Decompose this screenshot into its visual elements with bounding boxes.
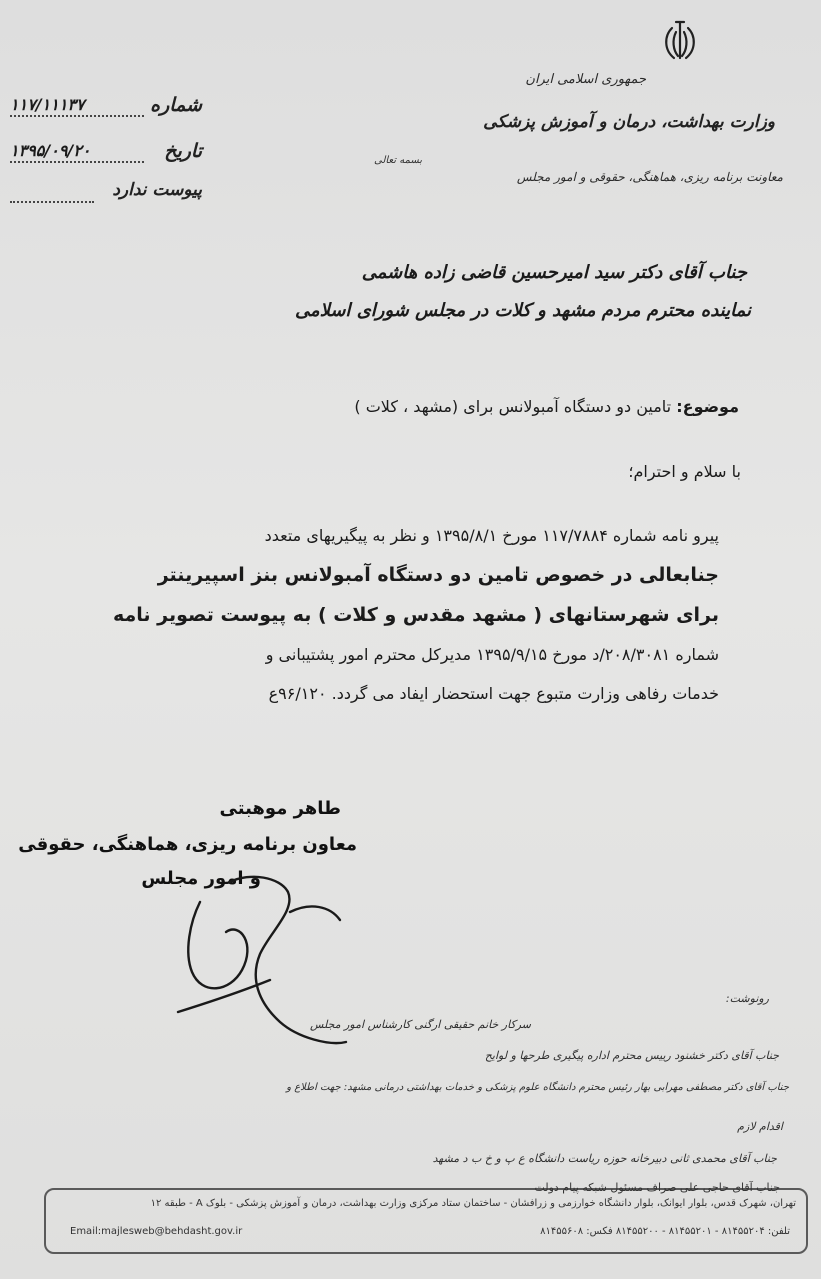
cc-line-6: جناب آقای حاجی علی صراف مسئول شبکه پیام دولت [534, 1181, 780, 1194]
recipient-title: نماینده محترم مردم مشهد و کلات در مجلس شورای اسلامی [294, 300, 751, 321]
cc-line-5: جناب آقای محمدی ثانی دبیرخانه حوزه ریاست دانشگاه ع پ و خ ب د مشهد [432, 1152, 777, 1165]
date-label: تاریخ [164, 140, 202, 162]
signer-title: معاون برنامه ریزی، هماهنگی، حقوقی [18, 834, 357, 855]
date-value: ۱۳۹۵/۰۹/۲۰ [10, 141, 91, 160]
signer-title-2: و امور مجلس [141, 868, 261, 889]
iran-emblem-icon [652, 14, 708, 70]
subject-text: تامین دو دستگاه آمبولانس برای (مشهد ، کلات ) [354, 397, 672, 416]
footer-email: Email:majlesweb@behdasht.gov.ir [70, 1226, 243, 1237]
body-line-5: خدمات رفاهی وزارت متبوع جهت استحضار ایفاد می گردد. ۹۶/۱۲۰ع [268, 684, 719, 703]
letter-number [6, 94, 206, 120]
footer-address: تهران، شهرک قدس، بلوار ایوانک، بلوار دانشگاه خوارزمی و زرافشان - ساختمان ستاد مرکزی وزارت بهداشت، درمان و آموزش پزشکی - بلوک A - طبقه ۱۲ [150, 1198, 796, 1209]
subject-label: موضوع: [676, 397, 739, 416]
subject-line [354, 397, 739, 416]
body-line-2: جنابعالی در خصوص تامین دو دستگاه آمبولانس بنز اسپیرینتر [157, 564, 719, 586]
cc-line-3: جناب آقای دکتر مصطفی مهرابی بهار رئیس محترم دانشگاه علوم پزشکی و خدمات بهداشتی درمانی مشهد: جهت اطلاع و [286, 1082, 789, 1093]
date-dots [10, 161, 144, 163]
recipient-name: جناب آقای دکتر سید امیرحسین قاضی زاده هاشمی [361, 262, 747, 283]
number-dots [10, 115, 144, 117]
ministry-title: وزارت بهداشت، درمان و آموزش پزشکی [483, 112, 775, 132]
cc-line-2: جناب آقای دکتر خشنود رییس محترم اداره پیگیری طرحها و لوایح [484, 1049, 779, 1062]
letter-attachment [6, 180, 206, 206]
bismillah: بسمه تعالی [374, 155, 423, 166]
cc-line-1: سرکار خانم حقیقی ارگنی کارشناس امور مجلس [309, 1018, 531, 1031]
number-value: ۱۱۷/۱۱۱۳۷ [10, 95, 85, 114]
attachment-dots [10, 201, 94, 203]
letter-date [6, 140, 206, 166]
attachment-status: پیوست ندارد [112, 180, 202, 200]
body-line-3: برای شهرستانهای ( مشهد مقدس و کلات ) به پیوست تصویر نامه [112, 604, 719, 626]
signer-name: طاهر موهبتی [219, 798, 341, 819]
body-line-4: شماره ۲۰۸/۳۰۸۱/د مورخ ۱۳۹۵/۹/۱۵ مدیرکل محترم امور پشتیبانی و [265, 645, 719, 664]
department-title: معاونت برنامه ریزی، هماهنگی، حقوقی و امور مجلس [516, 170, 783, 184]
cc-line-4: اقدام لازم [737, 1120, 783, 1133]
cc-label: رونوشت: [725, 992, 769, 1005]
republic-title: جمهوری اسلامی ایران [525, 72, 646, 87]
body-line-1: پیرو نامه شماره ۱۱۷/۷۸۸۴ مورخ ۱۳۹۵/۸/۱ و نظر به پیگیریهای متعدد [264, 526, 719, 545]
footer-phones: تلفن: ۸۱۴۵۵۲۰۴ - ۸۱۴۵۵۲۰۱ - ۸۱۴۵۵۲۰۰ فکس: ۸۱۴۵۵۶۰۸ [540, 1226, 790, 1237]
letter-footer [44, 1181, 808, 1254]
greeting: با سلام و احترام؛ [628, 462, 741, 481]
handwritten-signature [170, 862, 360, 1062]
number-label: شماره [150, 94, 202, 116]
